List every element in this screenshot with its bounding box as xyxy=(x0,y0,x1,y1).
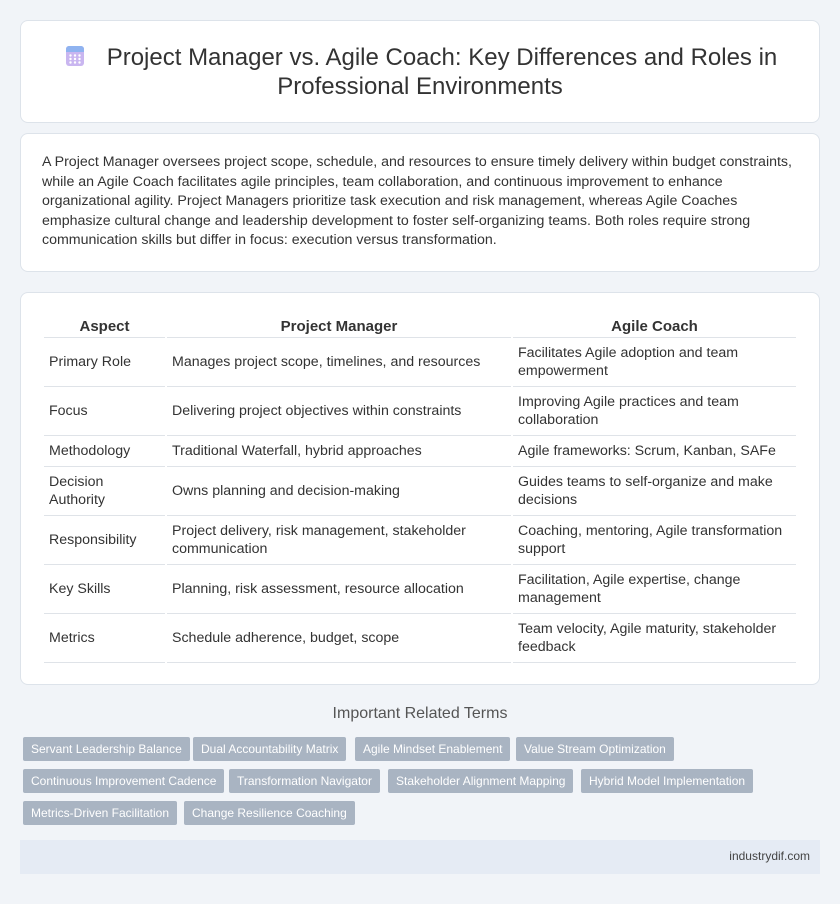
summary-card xyxy=(20,133,820,272)
page-title-text: Project Manager vs. Agile Coach: Key Differences and Roles in Professional Environments xyxy=(106,44,778,100)
tag-stakeholder-alignment-mapping[interactable]: Stakeholder Alignment Mapping xyxy=(388,769,573,793)
tag-value-stream-optimization[interactable]: Value Stream Optimization xyxy=(516,737,674,761)
footer xyxy=(20,840,820,874)
tag-change-resilience-coaching[interactable]: Change Resilience Coaching xyxy=(184,801,355,825)
cell-aspect: Key Skills xyxy=(44,565,165,614)
tag-agile-mindset-enablement[interactable]: Agile Mindset Enablement xyxy=(355,737,510,761)
cell-project-manager: Schedule adherence, budget, scope xyxy=(167,614,511,663)
cell-aspect: Primary Role xyxy=(44,338,165,387)
table-header-row xyxy=(44,314,796,338)
table-row xyxy=(44,516,796,565)
cell-aspect: Methodology xyxy=(44,436,165,467)
cell-agile-coach: Facilitation, Agile expertise, change management xyxy=(513,565,796,614)
cell-project-manager: Delivering project objectives within constraints xyxy=(167,387,511,436)
calculator-icon xyxy=(63,44,87,68)
tag-metrics-driven-facilitation[interactable]: Metrics-Driven Facilitation xyxy=(23,801,177,825)
cell-project-manager: Project delivery, risk management, stakeholder communication xyxy=(167,516,511,565)
tag-servant-leadership-balance[interactable]: Servant Leadership Balance xyxy=(23,737,190,761)
tag-continuous-improvement-cadence[interactable]: Continuous Improvement Cadence xyxy=(23,769,224,793)
table-row xyxy=(44,387,796,436)
tag-hybrid-model-implementation[interactable]: Hybrid Model Implementation xyxy=(581,769,753,793)
header-card xyxy=(20,20,820,123)
cell-project-manager: Traditional Waterfall, hybrid approaches xyxy=(167,436,511,467)
cell-agile-coach: Agile frameworks: Scrum, Kanban, SAFe xyxy=(513,436,796,467)
cell-project-manager: Owns planning and decision-making xyxy=(167,467,511,516)
tag-transformation-navigator[interactable]: Transformation Navigator xyxy=(229,769,380,793)
comparison-card xyxy=(20,292,820,685)
cell-aspect: Decision Authority xyxy=(44,467,165,516)
cell-project-manager: Manages project scope, timelines, and resources xyxy=(167,338,511,387)
cell-agile-coach: Coaching, mentoring, Agile transformation support xyxy=(513,516,796,565)
table-row xyxy=(44,436,796,467)
table-row xyxy=(44,338,796,387)
cell-aspect: Responsibility xyxy=(44,516,165,565)
summary-paragraph: A Project Manager oversees project scope, schedule, and resources to ensure timely delivery within budget constraints, while an Agile Coach facilitates agile principles, team collaboration, and continuous improvement to enhance organizational agility. Project Managers prioritize task execution and risk management, whereas Agile Coaches emphasize cultural change and leadership development to foster self-organizing teams. Both roles require strong communication skills but differ in focus: execution versus transformation. xyxy=(42,154,792,249)
header-agile-coach: Agile Coach xyxy=(513,314,796,338)
footer-site[interactable]: industrydif.com xyxy=(729,849,810,863)
page-title xyxy=(63,44,778,100)
table-row xyxy=(44,565,796,614)
cell-agile-coach: Facilitates Agile adoption and team empowerment xyxy=(513,338,796,387)
cell-aspect: Focus xyxy=(44,387,165,436)
tag-dual-accountability-matrix[interactable]: Dual Accountability Matrix xyxy=(193,737,346,761)
cell-agile-coach: Improving Agile practices and team collaboration xyxy=(513,387,796,436)
header-aspect: Aspect xyxy=(44,314,165,338)
header-project-manager: Project Manager xyxy=(167,314,511,338)
cell-agile-coach: Team velocity, Agile maturity, stakeholder feedback xyxy=(513,614,796,663)
table-row xyxy=(44,467,796,516)
cell-aspect: Metrics xyxy=(44,614,165,663)
cell-agile-coach: Guides teams to self-organize and make decisions xyxy=(513,467,796,516)
related-terms-title: Important Related Terms xyxy=(332,705,508,722)
title-wrap xyxy=(21,43,819,101)
cell-project-manager: Planning, risk assessment, resource allocation xyxy=(167,565,511,614)
table-row xyxy=(44,614,796,663)
comparison-table xyxy=(42,314,798,663)
